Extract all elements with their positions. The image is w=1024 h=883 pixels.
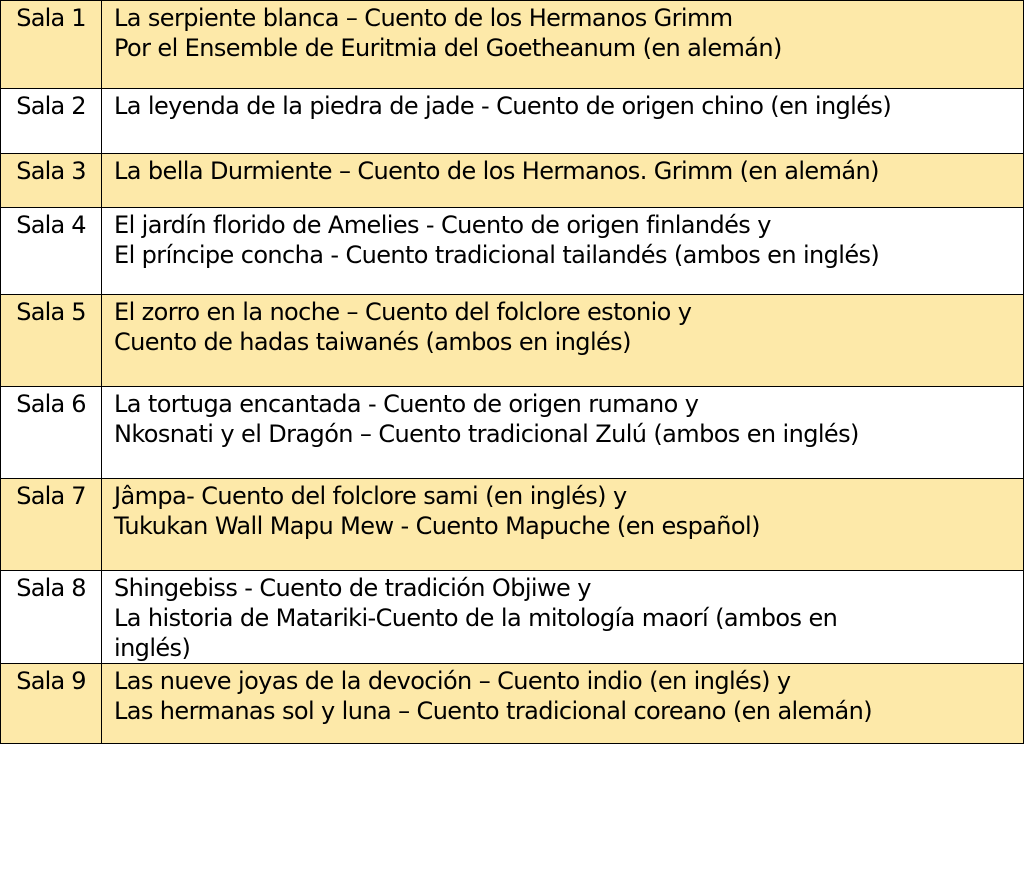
description-cell: [102, 664, 1024, 744]
room-cell: Sala 8: [1, 571, 102, 664]
description-line: La bella Durmiente – Cuento de los Hermanos. Grimm (en alemán): [114, 157, 879, 185]
table-row: [1, 154, 1024, 208]
description-line: inglés): [114, 634, 191, 662]
description-cell: [102, 571, 1024, 664]
room-cell: Sala 7: [1, 479, 102, 571]
description-line: El zorro en la noche – Cuento del folclore estonio y: [114, 298, 692, 326]
room-cell: Sala 9: [1, 664, 102, 744]
description-cell: [102, 89, 1024, 154]
description-line: La tortuga encantada - Cuento de origen rumano y: [114, 390, 699, 418]
table-row: [1, 208, 1024, 295]
room-cell: Sala 1: [1, 1, 102, 89]
room-cell: Sala 4: [1, 208, 102, 295]
description-line: Nkosnati y el Dragón – Cuento tradicional Zulú (ambos en inglés): [114, 420, 859, 448]
description-line: La leyenda de la piedra de jade - Cuento de origen chino (en inglés): [114, 92, 892, 120]
description-cell: [102, 479, 1024, 571]
description-line: Jâmpa- Cuento del folclore sami (en inglés) y: [114, 482, 627, 510]
description-line: Tukukan Wall Mapu Mew - Cuento Mapuche (en español): [114, 512, 760, 540]
room-cell: Sala 6: [1, 387, 102, 479]
description-line: Las hermanas sol y luna – Cuento tradicional coreano (en alemán): [114, 697, 873, 725]
table-row: [1, 571, 1024, 664]
description-line: Las nueve joyas de la devoción – Cuento indio (en inglés) y: [114, 667, 791, 695]
table-row: [1, 479, 1024, 571]
description-cell: [102, 154, 1024, 208]
table-row: [1, 295, 1024, 387]
table-row: [1, 664, 1024, 744]
description-line: El príncipe concha - Cuento tradicional tailandés (ambos en inglés): [114, 241, 880, 269]
description-cell: [102, 1, 1024, 89]
description-line: Cuento de hadas taiwanés (ambos en inglés): [114, 328, 631, 356]
description-line: El jardín florido de Amelies - Cuento de origen finlandés y: [114, 211, 771, 239]
description-line: La serpiente blanca – Cuento de los Hermanos Grimm: [114, 4, 733, 32]
description-line: La historia de Matariki-Cuento de la mitología maorí (ambos en: [114, 604, 838, 632]
table-row: [1, 387, 1024, 479]
table-row: [1, 1, 1024, 89]
description-cell: [102, 387, 1024, 479]
room-cell: Sala 2: [1, 89, 102, 154]
table-row: [1, 89, 1024, 154]
room-cell: Sala 3: [1, 154, 102, 208]
room-cell: Sala 5: [1, 295, 102, 387]
description-cell: [102, 208, 1024, 295]
description-line: Shingebiss - Cuento de tradición Objiwe y: [114, 574, 591, 602]
description-line: Por el Ensemble de Euritmia del Goetheanum (en alemán): [114, 34, 782, 62]
description-cell: [102, 295, 1024, 387]
